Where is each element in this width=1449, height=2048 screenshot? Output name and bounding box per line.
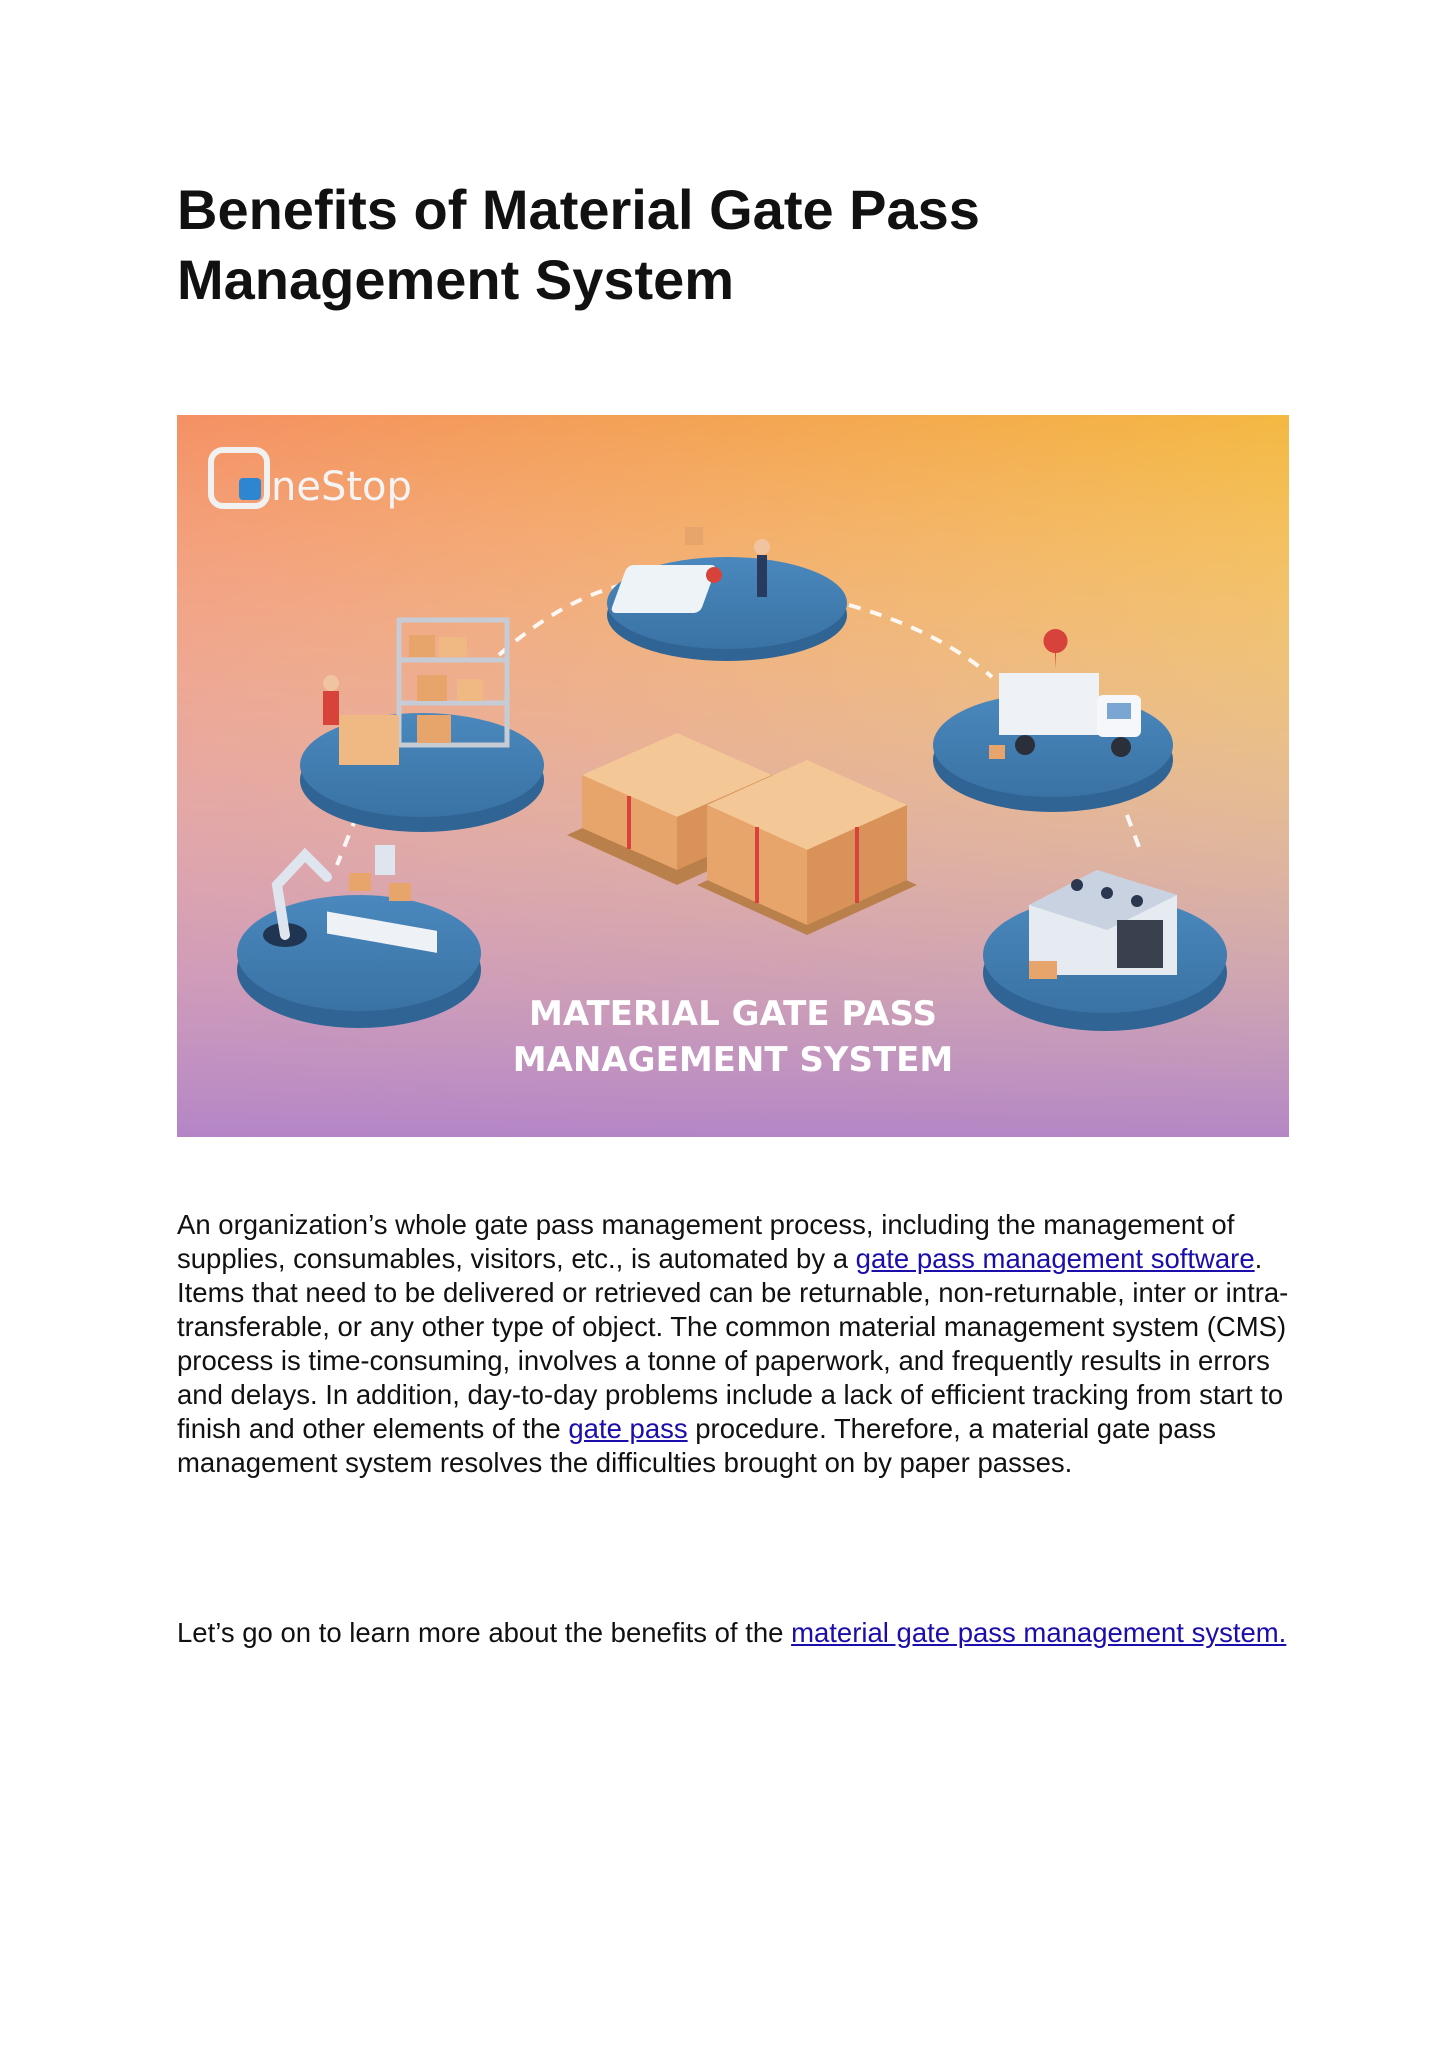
page-title-line-1: Benefits of Material Gate Pass [177,178,980,241]
gate-pass-management-software-link[interactable]: gate pass management software [855,1243,1255,1274]
page-title-line-2: Management System [177,248,735,311]
page-title [177,175,1277,315]
intro-text-1: An organization’s whole gate pass management process, including the management of supplies, consumables, visitors, etc., is automated by a [177,1209,1235,1274]
logo-text: neStop [271,464,412,510]
benefits-intro-text: Let’s go on to learn more about the benefits of the [177,1617,792,1648]
hero-headline-line-1: MATERIAL GATE PASS [529,994,937,1034]
gate-pass-link[interactable]: gate pass [568,1413,688,1444]
benefits-intro-paragraph [177,1616,1289,1650]
intro-text-3: procedure. Therefore, a material gate pass management system resolves the difficulties brought on by paper passes. [177,1413,1217,1478]
intro-paragraph [177,1208,1289,1480]
material-gate-pass-management-system-link[interactable]: material gate pass management system. [791,1617,1287,1648]
intro-text-2: . Items that need to be delivered or retrieved can be returnable, non-returnable, inter or intra-transferable, or any other type of object. The common material management system (CMS) process is time-consuming, involves a tonne of paperwork, and frequently results in errors and delays. In addition, day-to-day problems include a lack of efficient tracking from start to finish and other elements of the [177,1243,1289,1444]
hero-image [177,415,1289,1137]
hero-headline-line-2: MANAGEMENT SYSTEM [512,1040,954,1080]
